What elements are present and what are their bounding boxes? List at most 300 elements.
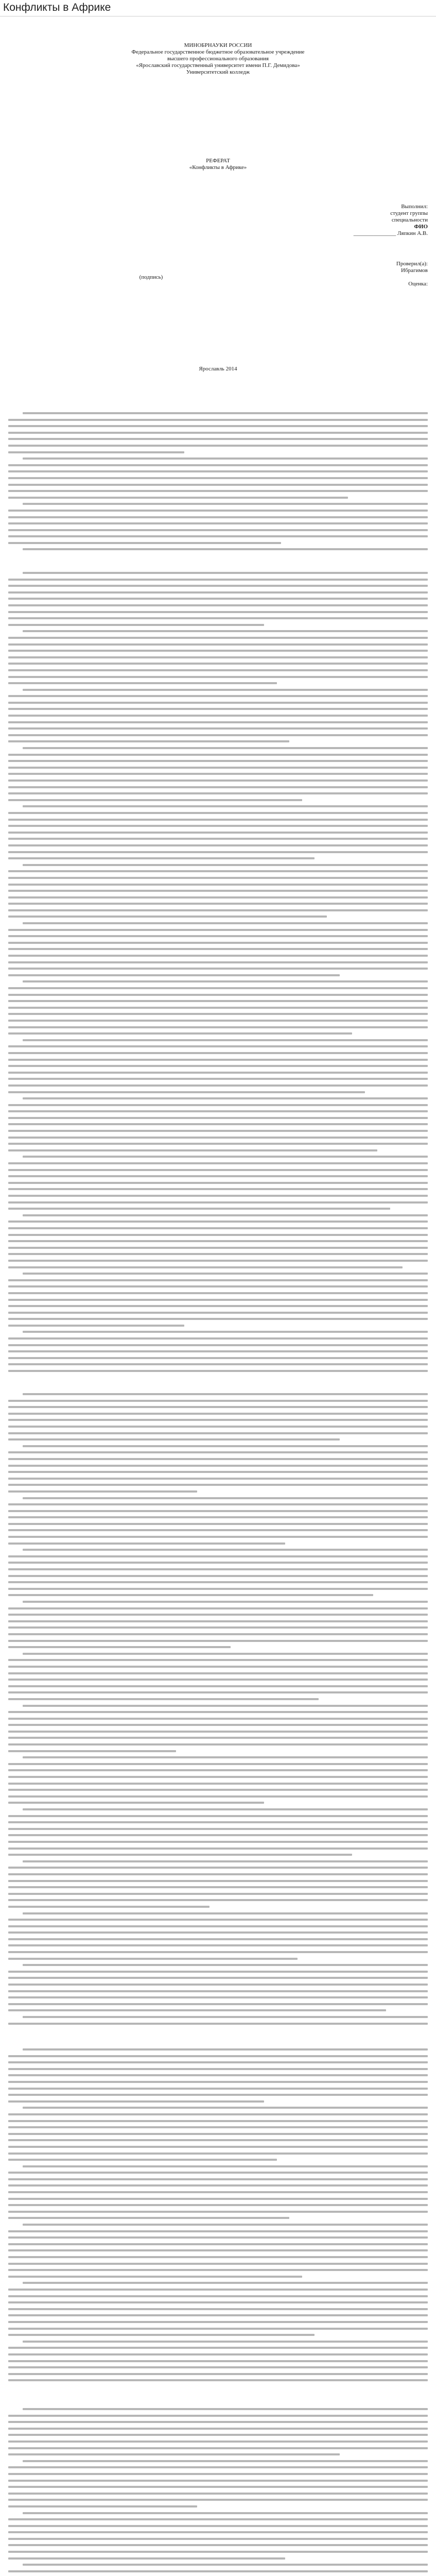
body-text-line (8, 2204, 428, 2206)
body-text-line (23, 747, 428, 749)
body-text-line (8, 2269, 428, 2271)
body-text-line (23, 1808, 428, 1810)
body-text-line (8, 2421, 428, 2423)
body-text-line (8, 721, 428, 723)
body-text-line (8, 2518, 428, 2520)
body-text-line (8, 2360, 428, 2362)
body-text-line (23, 2564, 428, 2566)
body-text-line (8, 2473, 428, 2475)
body-text-line (8, 2256, 428, 2258)
body-text-line (23, 689, 428, 691)
body-text-line (8, 1299, 428, 1301)
body-text-line (8, 1731, 428, 1733)
ministry-block (8, 42, 428, 76)
body-text-line (8, 1938, 428, 1940)
body-text-line (8, 1045, 428, 1047)
body-text-line (8, 2434, 428, 2436)
body-text-line (8, 2061, 428, 2063)
body-text-line (8, 2055, 428, 2057)
body-text-line (8, 1899, 428, 1901)
body-text-line (8, 2243, 428, 2245)
body-text-line (8, 1253, 428, 1255)
body-text-line (8, 682, 277, 684)
body-text-line (8, 2191, 428, 2193)
body-text-section-3 (8, 1393, 428, 2029)
body-text-line (23, 1214, 428, 1216)
checker-line: Проверил(а): (396, 261, 428, 267)
body-text-line (8, 1266, 403, 1268)
body-text-line (8, 1227, 428, 1229)
body-text-line (23, 1549, 428, 1551)
body-text-line (8, 2531, 428, 2533)
body-text-line (8, 497, 348, 499)
body-text-line (8, 2133, 428, 2135)
body-text-line (8, 786, 428, 788)
body-text-line (8, 1279, 428, 1281)
body-text-line (8, 857, 315, 859)
body-text-line (8, 727, 428, 730)
body-text-line (23, 1860, 428, 1862)
body-text-line (8, 1984, 428, 1986)
body-text-line (8, 1536, 428, 1538)
body-text-line (8, 1821, 428, 1823)
body-text-line (8, 1919, 428, 1921)
body-text-line (8, 477, 428, 479)
body-text-line (8, 1260, 428, 1262)
body-text-line (8, 2441, 428, 2443)
body-text-line (8, 2557, 285, 2560)
body-text-line (23, 2016, 428, 2018)
body-text-line (8, 1419, 428, 1421)
body-text-line (8, 695, 428, 697)
ministry-line: Университетский колледж (186, 69, 250, 75)
body-text-line (8, 903, 428, 905)
document-page (8, 21, 428, 2576)
body-text-line (8, 591, 428, 594)
body-text-line (8, 2525, 428, 2527)
body-text-line (8, 1698, 319, 1700)
body-text-line (23, 1039, 428, 1041)
body-text-line (8, 1406, 428, 1408)
body-text-line (8, 585, 428, 587)
body-text-line (8, 1065, 428, 1067)
body-text-line (8, 604, 428, 606)
body-text-line (8, 2301, 428, 2303)
body-text-line (8, 1737, 428, 1739)
body-text-line (8, 942, 428, 944)
body-text-line (8, 2373, 428, 2375)
body-text-line (8, 702, 428, 704)
body-text-line (8, 1633, 428, 1635)
body-text-line (8, 1724, 428, 1726)
body-text-line (8, 2428, 428, 2430)
body-text-line (8, 1490, 197, 1493)
checker-line: Оценка: (408, 281, 428, 287)
ministry-line: Федеральное государственное бюджетное образовательное учреждение (131, 49, 305, 55)
body-text-line (8, 643, 428, 646)
body-text-line (8, 637, 428, 639)
body-text-line (8, 1769, 428, 1771)
document-header (0, 0, 436, 16)
body-text-line (8, 484, 428, 486)
body-text-line (8, 2236, 428, 2239)
body-text-line (8, 987, 428, 989)
body-text-line (8, 2126, 428, 2128)
body-text-line (23, 2282, 428, 2284)
body-text-line (8, 676, 428, 678)
body-text-line (23, 2048, 428, 2050)
body-text-section-2 (8, 572, 428, 1377)
body-text-line (8, 1344, 428, 1346)
body-text-line (23, 864, 428, 866)
body-text-line (8, 2505, 197, 2507)
body-text-line (8, 1007, 428, 1009)
body-text-line (8, 2009, 386, 2011)
body-text-line (8, 1510, 428, 1512)
body-text-line (8, 464, 428, 466)
body-text-line (8, 1137, 428, 1139)
body-text-line (8, 1977, 428, 1979)
body-text-line (8, 1084, 428, 1087)
body-text-line (8, 445, 428, 447)
body-text-line (8, 1175, 428, 1177)
body-text-line (8, 1195, 428, 1197)
body-text-line (8, 2289, 428, 2291)
body-text-line (8, 2184, 428, 2187)
body-text-line (8, 1162, 428, 1164)
body-text-line (8, 1588, 428, 1590)
body-text-line (8, 2263, 428, 2265)
body-text-line (8, 2353, 428, 2355)
body-text-line (8, 1247, 428, 1249)
body-text-line (8, 542, 281, 544)
body-text-line (8, 844, 428, 846)
performer-line: ФИО (414, 224, 428, 230)
body-text-line (8, 1432, 428, 1434)
body-text-line (8, 1944, 428, 1946)
body-text-line (8, 419, 428, 421)
body-text-line (23, 1964, 428, 1966)
body-text-line (8, 598, 428, 600)
body-text-line (8, 715, 428, 717)
body-text-line (8, 1854, 352, 1856)
body-text-line (8, 2447, 428, 2449)
body-text-line (8, 2415, 428, 2417)
body-text-line (8, 1130, 428, 1132)
body-text-line (8, 779, 428, 782)
body-text-line (8, 1026, 428, 1028)
body-text-line (8, 1841, 428, 1843)
body-text-line (23, 1912, 428, 1914)
body-text-line (8, 2466, 428, 2468)
body-text-line (8, 2314, 428, 2316)
body-text-line (8, 2249, 428, 2251)
body-text-line (8, 2146, 428, 2148)
body-text-line (8, 1117, 428, 1119)
body-text-line (23, 2460, 428, 2462)
body-text-line (8, 2366, 428, 2368)
body-text-line (23, 412, 428, 414)
body-text-line (8, 1240, 428, 1242)
body-text-line (23, 2224, 428, 2226)
body-text-line (8, 994, 428, 996)
body-text-line (8, 2334, 315, 2336)
body-text-line (8, 1718, 428, 1720)
body-text-line (8, 1685, 428, 1687)
body-text-line (8, 1828, 428, 1830)
document-title: Конфликты в Африке (3, 2, 111, 13)
body-text-line (8, 1208, 390, 1210)
body-text-line (8, 1471, 428, 1473)
body-text-line (8, 2159, 277, 2161)
body-text-line (8, 432, 428, 434)
body-text-line (8, 838, 428, 840)
body-text-line (8, 1568, 428, 1570)
body-text-line (8, 535, 428, 537)
body-text-line (23, 503, 428, 505)
body-text-line (8, 1458, 428, 1460)
body-text-line (8, 2544, 428, 2546)
body-text-line (8, 1931, 428, 1934)
body-text-line (8, 708, 428, 710)
body-text-line (8, 792, 428, 794)
body-text-line (8, 851, 428, 853)
body-text-line (8, 1795, 428, 1798)
body-text-line (23, 922, 428, 924)
body-text-line (8, 2499, 428, 2501)
body-text-line (8, 2113, 428, 2115)
body-text-line (8, 1325, 184, 1327)
body-text-line (8, 2088, 428, 2090)
body-text-line (8, 490, 428, 492)
body-text-line (8, 1032, 352, 1035)
body-text-line (8, 819, 428, 821)
body-text-section-5 (8, 2408, 428, 2576)
body-text-line (8, 740, 289, 742)
body-text-line (8, 438, 428, 440)
body-text-line (8, 1357, 428, 1359)
body-text-line (8, 2570, 428, 2572)
body-text-line (23, 1393, 428, 1395)
body-text-line (8, 1867, 428, 1869)
body-text-line (8, 1640, 428, 1642)
body-text-line (8, 1484, 428, 1486)
body-text-line (23, 2341, 428, 2343)
body-text-line (8, 2074, 428, 2076)
body-text-line (8, 650, 428, 652)
body-text-line (8, 1763, 428, 1765)
body-text-line (8, 1996, 428, 1998)
body-text-line (8, 1318, 428, 1320)
body-text-line (8, 1465, 428, 1467)
body-text-line (8, 2081, 428, 2083)
body-text-line (8, 1052, 428, 1054)
body-text-line (8, 1958, 298, 1960)
body-text-line (23, 980, 428, 982)
body-text-line (8, 510, 428, 512)
body-text-line (8, 2276, 302, 2278)
body-text-line (8, 470, 428, 472)
body-text-line (8, 1815, 428, 1817)
body-text-line (23, 1705, 428, 1707)
body-text-line (8, 968, 428, 970)
body-text-line (8, 1363, 428, 1365)
body-text-line (23, 1497, 428, 1499)
body-text-line (8, 1078, 428, 1080)
body-text-line (8, 1503, 428, 1505)
body-text-line (8, 1091, 365, 1093)
body-text-line (8, 1292, 428, 1294)
body-text-line (8, 1594, 373, 1596)
body-text-line (8, 1413, 428, 1415)
body-text-line (8, 1516, 428, 1518)
body-text-line (8, 1646, 231, 1648)
body-text-line (8, 2295, 428, 2297)
body-text-line (8, 799, 302, 801)
body-text-line (8, 1529, 428, 1531)
body-text-line (8, 451, 184, 453)
body-text-line (8, 2453, 340, 2455)
body-text-line (23, 1273, 428, 1275)
body-text-line (8, 669, 428, 671)
body-text-line (8, 1123, 428, 1125)
body-text-line (8, 1880, 428, 1882)
body-text-line (8, 656, 428, 658)
body-text-line (8, 2120, 428, 2122)
body-text-line (8, 2217, 289, 2219)
body-text-line (8, 579, 428, 581)
body-text-line (8, 1672, 428, 1674)
body-text-line (23, 1653, 428, 1655)
body-text-line (8, 1848, 428, 1850)
report-title: РЕФЕРАТ (206, 158, 230, 164)
body-text-line (8, 1221, 428, 1223)
body-text-line (8, 2347, 428, 2349)
body-text-line (8, 2003, 428, 2005)
body-text-line (8, 1182, 428, 1184)
body-text-line (8, 1607, 428, 1609)
body-text-line (8, 1971, 428, 1973)
performer-block (8, 204, 428, 237)
city-year: Ярославль 2014 (199, 366, 237, 372)
body-text-line (8, 1679, 428, 1681)
body-text-line (8, 2023, 428, 2025)
body-text-line (8, 1000, 428, 1002)
body-text-line (8, 734, 428, 736)
checker-block (8, 261, 428, 287)
ministry-line: высшего профессионального образования (167, 56, 269, 62)
body-text-line (8, 1013, 428, 1015)
body-text-line (8, 1691, 428, 1693)
body-text-line (8, 1426, 428, 1428)
body-text-line (8, 825, 428, 827)
body-text-line (23, 2107, 428, 2109)
body-text-line (8, 1925, 428, 1927)
body-text-line (23, 548, 428, 550)
body-text-line (8, 1451, 428, 1453)
body-text-line (8, 2538, 428, 2540)
body-text-line (8, 1581, 428, 1583)
body-text-line (8, 2153, 428, 2155)
body-text-line (23, 2512, 428, 2514)
body-text-line (8, 1789, 428, 1791)
body-text-line (23, 457, 428, 460)
body-text-line (8, 1104, 428, 1106)
body-text-line (8, 1906, 210, 1908)
performer-line: специальности (391, 217, 428, 223)
body-text-line (8, 617, 428, 619)
body-text-line (8, 948, 428, 950)
body-text-line (8, 1614, 428, 1616)
body-text-line (8, 1201, 428, 1204)
body-text-line (8, 425, 428, 427)
body-text-line (23, 1756, 428, 1758)
body-text-line (8, 1169, 428, 1171)
body-text-line (23, 572, 428, 574)
ministry-line: «Ярославский государственный университет имени П.Г. Демидова» (136, 62, 300, 69)
body-text-line (8, 1802, 264, 1804)
signature-caption: (подпись) (139, 274, 163, 280)
body-text-line (8, 2198, 428, 2200)
body-text-line (8, 2230, 428, 2232)
body-text-line (8, 916, 327, 918)
body-text-line (8, 1990, 428, 1992)
body-text-line (8, 1776, 428, 1778)
body-text-line (8, 2178, 428, 2180)
body-text-line (8, 1149, 377, 1151)
body-text-line (8, 2321, 428, 2323)
body-text-line (8, 2328, 428, 2330)
report-title-block (8, 158, 428, 171)
body-text-line (8, 955, 428, 957)
body-text-line (8, 2139, 428, 2141)
body-text-line (23, 1331, 428, 1333)
body-text-line (23, 805, 428, 807)
body-text-line (8, 1478, 428, 1480)
body-text-line (8, 884, 428, 886)
body-text-line (8, 2211, 428, 2213)
body-text-line (8, 1743, 428, 1745)
body-text-line (8, 767, 428, 769)
body-text-line (8, 1834, 428, 1836)
body-text-line (8, 1711, 428, 1713)
body-text-line (8, 1059, 428, 1061)
body-text-line (8, 2480, 428, 2482)
body-text-line (8, 1020, 428, 1022)
body-text-line (8, 961, 428, 963)
body-text-line (23, 1097, 428, 1099)
body-text-line (8, 1951, 428, 1953)
body-text-line (23, 2165, 428, 2167)
performer-line: Выполнил: (401, 204, 428, 210)
body-text-line (8, 935, 428, 937)
body-text-line (8, 1188, 428, 1190)
body-text-line (8, 2068, 428, 2070)
body-text-line (8, 877, 428, 879)
body-text-line (8, 1523, 428, 1525)
body-text-line (8, 1783, 428, 1785)
body-text-line (8, 760, 428, 762)
checker-line: Ибрагимов (401, 267, 428, 274)
body-text-line (8, 1562, 428, 1564)
body-text-line (8, 1143, 428, 1145)
body-text-line (8, 1543, 285, 1545)
body-text-line (8, 1873, 428, 1875)
body-text-line (8, 1370, 428, 1372)
body-text-section-4 (8, 2048, 428, 2386)
body-text-line (8, 870, 428, 872)
body-text-line (8, 1234, 428, 1236)
